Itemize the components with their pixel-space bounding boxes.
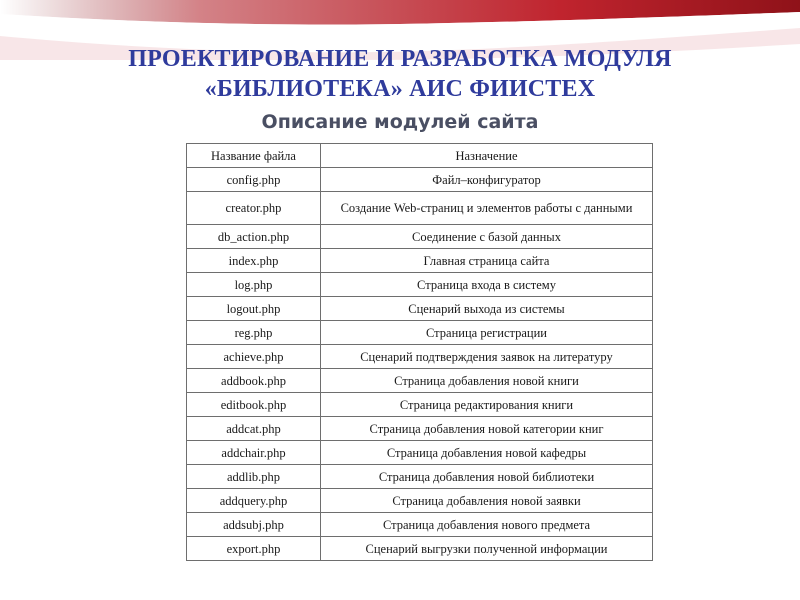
cell-purpose: Файл–конфигуратор	[321, 168, 653, 192]
cell-purpose: Страница входа в систему	[321, 273, 653, 297]
table-row	[187, 393, 653, 417]
cell-file-name: addchair.php	[187, 441, 321, 465]
table-row	[187, 369, 653, 393]
section-subtitle: Описание модулей сайта	[261, 111, 539, 133]
cell-file-name: logout.php	[187, 297, 321, 321]
cell-file-name: db_action.php	[187, 225, 321, 249]
cell-file-name: addquery.php	[187, 489, 321, 513]
cell-purpose: Страница добавления новой книги	[321, 369, 653, 393]
page-title	[0, 44, 800, 104]
cell-file-name: addbook.php	[187, 369, 321, 393]
cell-file-name: log.php	[187, 273, 321, 297]
cell-purpose: Страница добавления новой библиотеки	[321, 465, 653, 489]
table-row	[187, 489, 653, 513]
cell-purpose: Сценарий выгрузки полученной информации	[321, 537, 653, 561]
cell-file-name: addsubj.php	[187, 513, 321, 537]
header-purpose: Назначение	[321, 144, 653, 168]
header-file-name: Название файла	[187, 144, 321, 168]
table-header-row	[187, 144, 653, 168]
cell-purpose: Страница редактирования книги	[321, 393, 653, 417]
cell-purpose: Создание Web-страниц и элементов работы с данными	[321, 192, 653, 225]
cell-file-name: creator.php	[187, 192, 321, 225]
table-row	[187, 321, 653, 345]
title-line-1: ПРОЕКТИРОВАНИЕ И РАЗРАБОТКА МОДУЛЯ	[128, 46, 672, 72]
table-row	[187, 168, 653, 192]
table-row	[187, 225, 653, 249]
table-row	[187, 513, 653, 537]
cell-purpose: Страница добавления новой категории книг	[321, 417, 653, 441]
cell-file-name: editbook.php	[187, 393, 321, 417]
cell-purpose: Страница добавления нового предмета	[321, 513, 653, 537]
table-row	[187, 345, 653, 369]
table-row	[187, 249, 653, 273]
cell-purpose: Страница регистрации	[321, 321, 653, 345]
modules-table	[186, 143, 653, 561]
cell-file-name: export.php	[187, 537, 321, 561]
table-row	[187, 192, 653, 225]
table-row	[187, 417, 653, 441]
table-row	[187, 273, 653, 297]
cell-purpose: Соединение с базой данных	[321, 225, 653, 249]
cell-file-name: addlib.php	[187, 465, 321, 489]
cell-purpose: Сценарий подтверждения заявок на литературу	[321, 345, 653, 369]
table-row	[187, 465, 653, 489]
cell-file-name: addcat.php	[187, 417, 321, 441]
table-row	[187, 297, 653, 321]
table-row	[187, 441, 653, 465]
cell-purpose: Главная страница сайта	[321, 249, 653, 273]
cell-file-name: config.php	[187, 168, 321, 192]
cell-file-name: achieve.php	[187, 345, 321, 369]
cell-purpose: Страница добавления новой кафедры	[321, 441, 653, 465]
table-row	[187, 537, 653, 561]
cell-purpose: Сценарий выхода из системы	[321, 297, 653, 321]
cell-file-name: index.php	[187, 249, 321, 273]
cell-purpose: Страница добавления новой заявки	[321, 489, 653, 513]
title-line-2: «БИБЛИОТЕКА» АИС ФИИСТЕХ	[204, 76, 596, 102]
cell-file-name: reg.php	[187, 321, 321, 345]
